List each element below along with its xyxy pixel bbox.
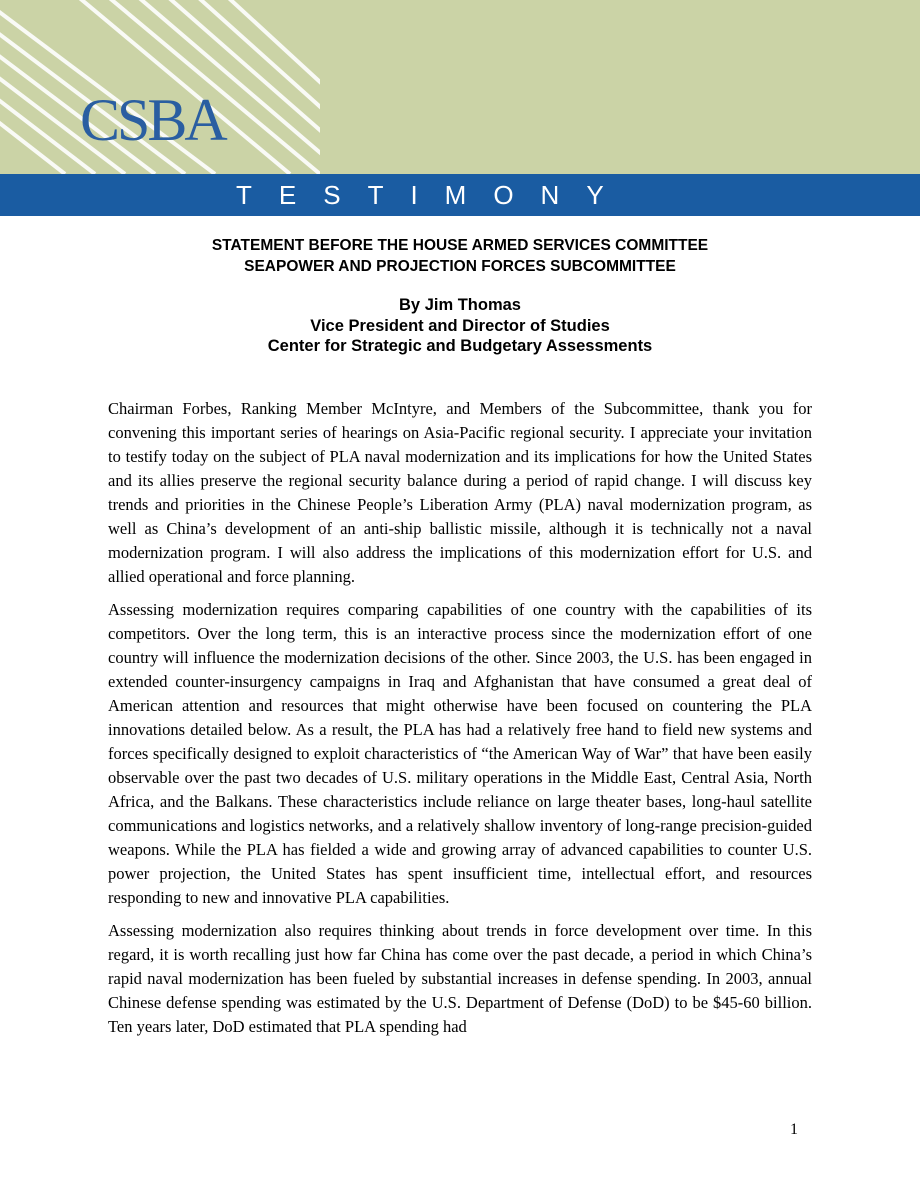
document-title: [0, 236, 920, 277]
paragraph: Assessing modernization requires comparing capabilities of one country with the capabilities of its competitors. Over the long term, this is an interactive process since the modernization effort of one country will influence the modernization decisions of the other. Since 2003, the U.S. has been engaged in extended counter-insurgency campaigns in Iraq and Afghanistan that have consumed a great deal of American attention and resources that might otherwise have been focused on countering the PLA innovations detailed below. As a result, the PLA has had a relatively free hand to field new systems and forces specifically designed to exploit characteristics of “the American Way of War” that have been easily observable over the past two decades of U.S. military operations in the Middle East, Central Asia, North Africa, and the Balkans. These characteristics include reliance on large theater bases, long-haul satellite communications and logistics networks, and a relatively shallow inventory of long-range precision-guided weapons. While the PLA has fielded a wide and growing array of advanced capabilities to counter U.S. power projection, the United States has spent insufficient time, intellectual effort, and resources responding to new and innovative PLA capabilities.: [108, 600, 812, 907]
csba-logo: CSBA: [80, 87, 225, 153]
author-block: [0, 295, 920, 357]
header-banner: [0, 0, 920, 174]
author-organization: Center for Strategic and Budgetary Assessments: [267, 337, 653, 355]
body-text: [108, 397, 812, 1048]
testimony-band: [0, 174, 920, 216]
title-line-2: SEAPOWER AND PROJECTION FORCES SUBCOMMITTEE: [244, 257, 676, 275]
author-role: Vice President and Director of Studies: [310, 316, 610, 335]
paragraph: Chairman Forbes, Ranking Member McIntyre, and Members of the Subcommittee, thank you for convening this important series of hearings on Asia-Pacific regional security. I appreciate your invitation to testify today on the subject of PLA naval modernization and its implications for how the United States and its allies preserve the regional security balance during a period of rapid change. I will discuss key trends and priorities in the Chinese People’s Liberation Army (PLA) naval modernization program, as well as China’s development of an anti-ship ballistic missile, although it is technically not a naval modernization program. I will also address the implications of this modernization effort for U.S. and allied operational and force planning.: [108, 399, 812, 586]
band-title: TESTIMONY: [236, 180, 631, 210]
page-number: 1: [790, 1121, 798, 1138]
paragraph: Assessing modernization also requires thinking about trends in force development over time. In this regard, it is worth recalling just how far China has come over the past decade, a period in which China’s rapid naval modernization has been fueled by substantial increases in defense spending. In 2003, annual Chinese defense spending was estimated by the U.S. Department of Defense (DoD) to be $45-60 billion. Ten years later, DoD estimated that PLA spending had: [108, 921, 812, 1036]
author-byline: By Jim Thomas: [399, 296, 521, 314]
title-line-1: STATEMENT BEFORE THE HOUSE ARMED SERVICES COMMITTEE: [211, 237, 709, 254]
